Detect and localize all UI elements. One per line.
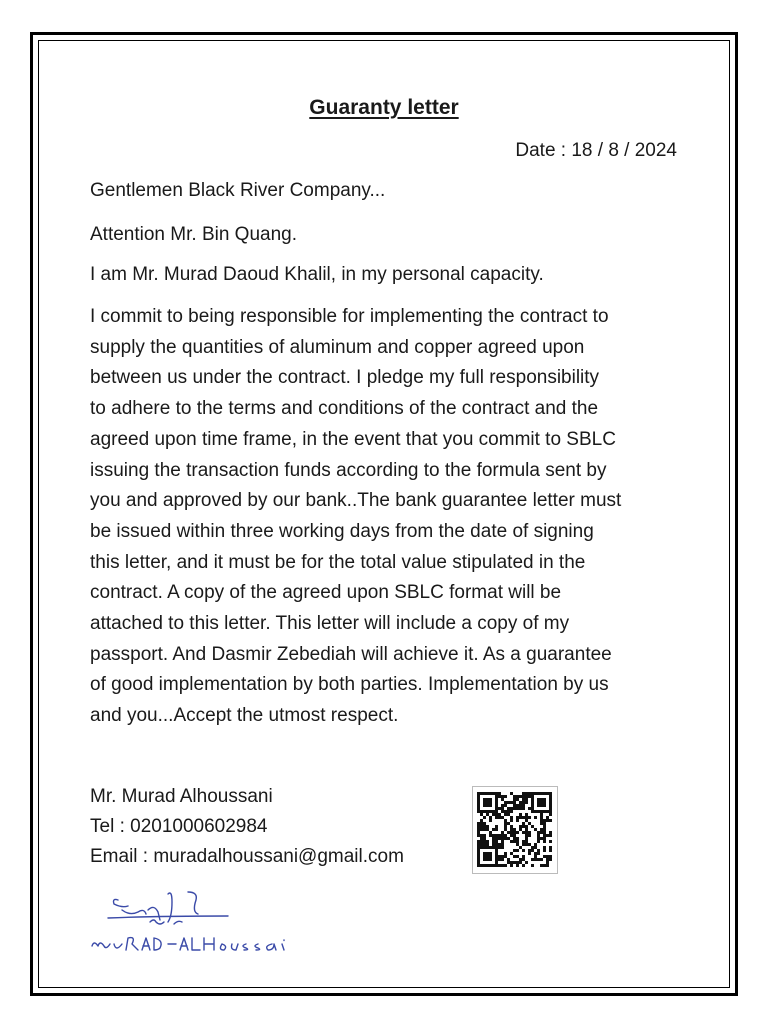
attention-line: Attention Mr. Bin Quang.: [90, 224, 298, 245]
letter-title: Guaranty letter: [309, 96, 459, 119]
body-line: you and approved by our bank..The bank guarantee letter must: [90, 490, 622, 512]
body-line: this letter, and it must be for the total value stipulated in the: [90, 551, 586, 573]
body-line: be issued within three working days from the date of signing: [90, 520, 594, 542]
body-line: contract. A copy of the agreed upon SBLC format will be: [90, 582, 562, 604]
signatory-email: Email : muradalhoussani@gmail.com: [90, 846, 404, 867]
handwritten-signature: [88, 888, 308, 968]
body-line: I commit to being responsible for implementing the contract to: [90, 306, 609, 327]
intro-line: I am Mr. Murad Daoud Khalil, in my personal capacity.: [90, 264, 544, 285]
qr-code-icon: [472, 786, 558, 874]
signatory-name: Mr. Murad Alhoussani: [90, 786, 273, 807]
body-line: and you...Accept the utmost respect.: [90, 705, 399, 727]
letter-body: [90, 302, 690, 732]
letter-date: Date : 18 / 8 / 2024: [515, 140, 677, 161]
body-line: issuing the transaction funds according to the formula sent by: [90, 459, 607, 481]
body-line: passport. And Dasmir Zebediah will achieve it. As a guarantee: [90, 643, 612, 665]
body-line: agreed upon time frame, in the event that you commit to SBLC: [90, 428, 616, 450]
body-line: to adhere to the terms and conditions of the contract and the: [90, 398, 599, 420]
body-line: of good implementation by both parties. Implementation by us: [90, 674, 609, 696]
signatory-tel: Tel : 0201000602984: [90, 816, 268, 837]
body-line: attached to this letter. This letter will include a copy of my: [90, 613, 570, 635]
salutation: Gentlemen Black River Company...: [90, 180, 386, 201]
body-line: supply the quantities of aluminum and copper agreed upon: [90, 336, 585, 358]
body-line: between us under the contract. I pledge my full responsibility: [90, 367, 600, 389]
